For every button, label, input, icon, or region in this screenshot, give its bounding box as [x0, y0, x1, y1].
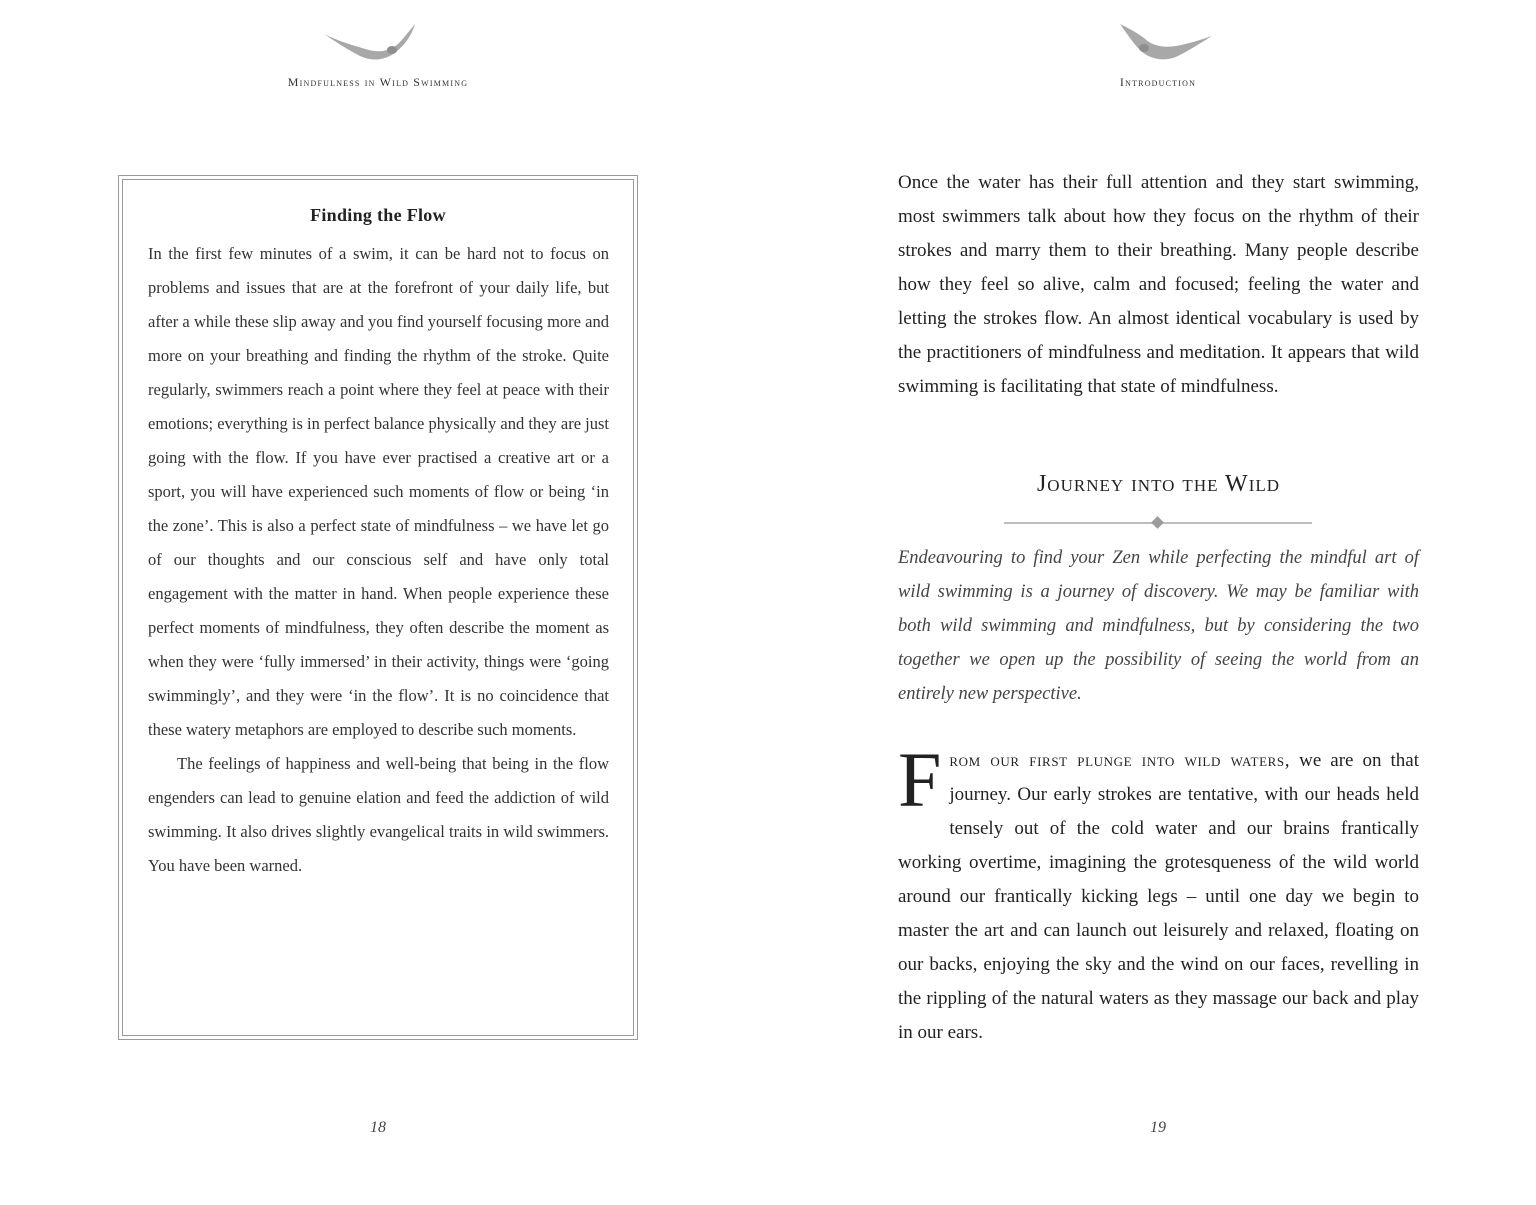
- sidebar-paragraph: The feelings of happiness and well-being that being in the flow engenders can lead to genuine elation and feed the addiction of wild swimming. It also drives slightly evangelical traits in wild swimmers. You have been warned.: [148, 754, 609, 875]
- page-number: 18: [370, 1119, 386, 1136]
- section-title: Journey into the Wild: [1036, 471, 1281, 497]
- lead-in-text: rom our first plunge into wild waters,: [949, 750, 1291, 771]
- intro-paragraph: Once the water has their full attention and they start swimming, most swimmers talk about how they focus on the rhythm of their strokes and marry them to their breathing. Many people describe how they feel so alive, calm and focused; feeling the water and letting the strokes flow. An almost identical vocabulary is used by the practitioners of mindfulness and meditation. It appears that wild swimming is facilitating that state of mindfulness.: [898, 172, 1419, 397]
- swimmer-icon: [322, 22, 418, 64]
- running-head: Introduction: [1119, 75, 1197, 89]
- sidebar-box-title: Finding the Flow: [310, 205, 446, 225]
- sidebar-paragraph: In the first few minutes of a swim, it can be hard not to focus on problems and issues that are at the forefront of your daily life, but after a while these slip away and you find yourself focusing more and more on your breathing and finding the rhythm of the stroke. Quite regularly, swimmers reach a point where they feel at peace with their emotions; everything is in perfect balance physically and they are just going with the flow. If you have ever practised a creative art or a sport, you will have experienced such moments of flow or being ‘in the zone’. This is also a perfect state of mindfulness – we have let go of our thoughts and our conscious self and have only total engagement with the matter in hand. When people experience these perfect moments of mindfulness, they often describe the moment as when they were ‘fully immersed’ in their activity, things were ‘going swimmingly’, and they were ‘in the flow’. It is no coincidence that these watery metaphors are employed to describe such moments.: [148, 244, 609, 739]
- sidebar-box-text: [148, 237, 609, 883]
- epigraph: Endeavouring to find your Zen while perfecting the mindful art of wild swimming is a journey of discovery. We may be familiar with both wild swimming and mindfulness, but by considering the two together we open up the possibility of seeing the world from an entirely new perspective.: [898, 548, 1419, 704]
- swimmer-icon: [1118, 22, 1214, 64]
- running-head: Mindfulness in Wild Swimming: [287, 75, 469, 89]
- page-number: 19: [1150, 1119, 1166, 1136]
- body-text: we are on that journey. Our early strokes are tentative, with our heads held tensely out of the cold water and our brains frantically working overtime, imagining the grotesqueness of the wild world around our frantically kicking legs – until one day we begin to master the art and can launch out leisurely and relaxed, floating on our backs, enjoying the sky and the wind on our faces, revelling in the rippling of the natural waters as they massage our back and play in our ears.: [898, 750, 1420, 1043]
- drop-cap: F: [898, 736, 942, 823]
- body-paragraph: [898, 736, 1420, 1050]
